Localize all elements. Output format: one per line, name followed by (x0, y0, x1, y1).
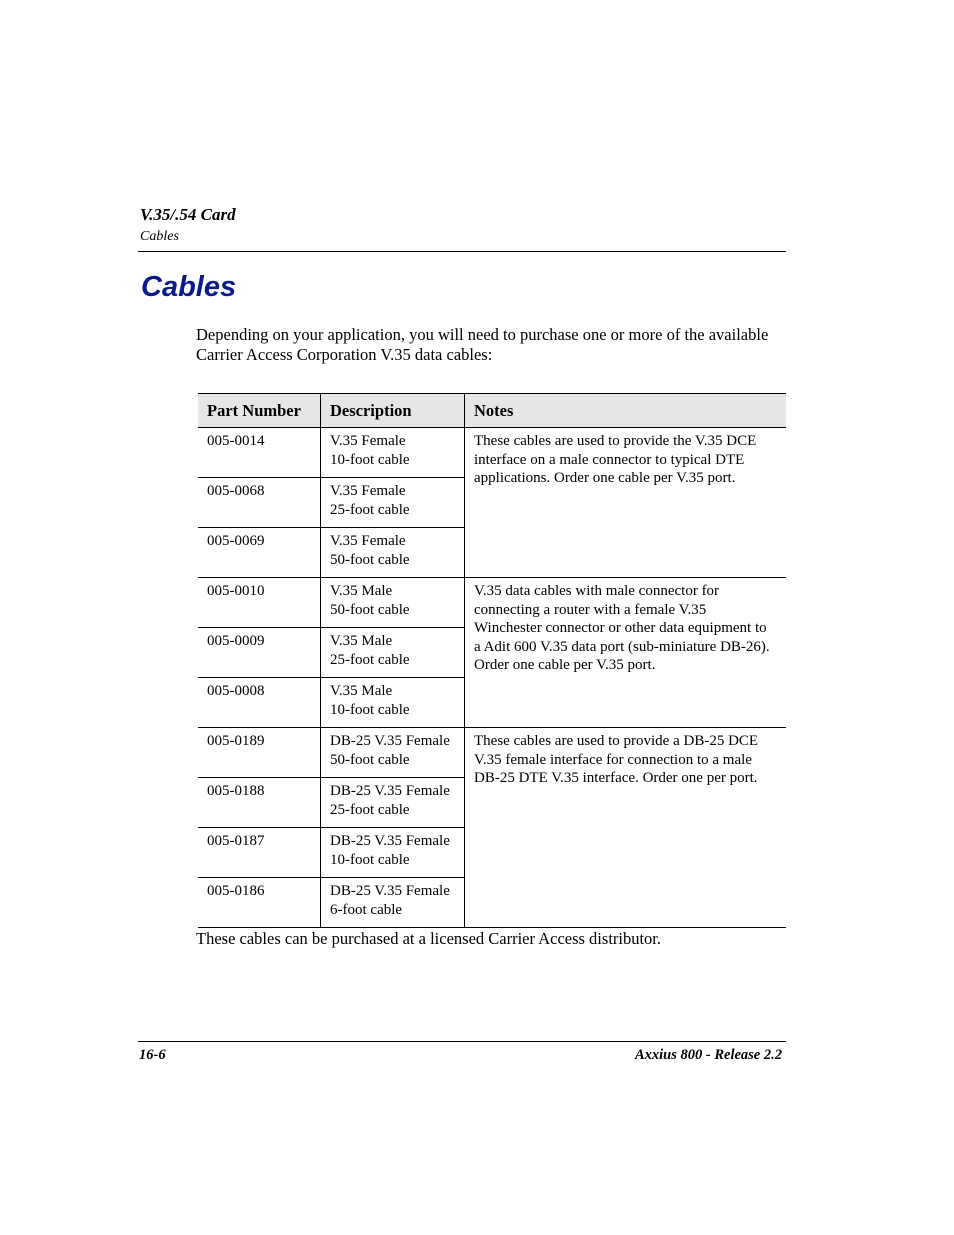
description-cell (321, 478, 465, 528)
description-cell (321, 778, 465, 828)
part-number-cell: 005-0188 (198, 778, 321, 828)
part-number-cell: 005-0069 (198, 528, 321, 578)
description-type: V.35 Male (330, 633, 393, 649)
description-length: 10-foot cable (330, 702, 410, 718)
part-number-cell: 005-0014 (198, 428, 321, 478)
page-title: Cables (141, 271, 237, 303)
description-cell (321, 528, 465, 578)
description-cell (321, 728, 465, 778)
running-header-chapter: V.35/.54 Card (140, 205, 236, 224)
table-row (198, 428, 786, 478)
table-row (198, 728, 786, 778)
running-header-section: Cables (140, 229, 179, 244)
description-cell (321, 428, 465, 478)
notes-cell: These cables are used to provide a DB-25 DCE V.35 female interface for connection to a male DB-25 DTE V.35 interface. Order one per port. (465, 728, 787, 928)
description-cell (321, 678, 465, 728)
column-header-notes: Notes (465, 394, 787, 428)
cables-table (198, 393, 786, 928)
part-number-cell: 005-0010 (198, 578, 321, 628)
header-divider (138, 251, 786, 252)
column-header-part-number: Part Number (198, 394, 321, 428)
notes-cell: V.35 data cables with male connector for connecting a router with a female V.35 Winchester connector or other data equipment to a Adit 600 V.35 data port (sub-miniature DB-26). Order one cable per V.35 port. (465, 578, 787, 728)
description-length: 6-foot cable (330, 902, 403, 918)
description-cell (321, 578, 465, 628)
description-length: 50-foot cable (330, 552, 410, 568)
description-type: V.35 Male (330, 683, 393, 699)
description-length: 10-foot cable (330, 852, 410, 868)
description-length: 25-foot cable (330, 652, 410, 668)
part-number-cell: 005-0186 (198, 878, 321, 928)
description-type: V.35 Female (330, 433, 406, 449)
table-header-row (198, 394, 786, 428)
part-number-cell: 005-0068 (198, 478, 321, 528)
closing-paragraph: These cables can be purchased at a licensed Carrier Access distributor. (196, 929, 662, 948)
part-number-cell: 005-0189 (198, 728, 321, 778)
description-cell (321, 828, 465, 878)
product-release: Axxius 800 - Release 2.2 (634, 1047, 782, 1063)
description-length: 50-foot cable (330, 752, 410, 768)
description-type: V.35 Female (330, 533, 406, 549)
footer-divider (138, 1041, 786, 1042)
table-row (198, 578, 786, 628)
description-type: V.35 Female (330, 483, 406, 499)
description-type: V.35 Male (330, 583, 393, 599)
description-type: DB-25 V.35 Female (330, 883, 450, 899)
notes-cell: These cables are used to provide the V.35 DCE interface on a male connector to typical DTE applications. Order one cable per V.35 port. (465, 428, 787, 578)
column-header-description: Description (321, 394, 465, 428)
description-cell (321, 628, 465, 678)
description-type: DB-25 V.35 Female (330, 733, 450, 749)
intro-paragraph: Depending on your application, you will need to purchase one or more of the available Carrier Access Corporation V.35 data cables: (196, 325, 769, 364)
part-number-cell: 005-0009 (198, 628, 321, 678)
description-length: 10-foot cable (330, 452, 410, 468)
description-length: 25-foot cable (330, 502, 410, 518)
description-type: DB-25 V.35 Female (330, 833, 450, 849)
description-cell (321, 878, 465, 928)
part-number-cell: 005-0008 (198, 678, 321, 728)
description-length: 25-foot cable (330, 802, 410, 818)
description-length: 50-foot cable (330, 602, 410, 618)
part-number-cell: 005-0187 (198, 828, 321, 878)
description-type: DB-25 V.35 Female (330, 783, 450, 799)
page-number: 16-6 (139, 1047, 166, 1063)
